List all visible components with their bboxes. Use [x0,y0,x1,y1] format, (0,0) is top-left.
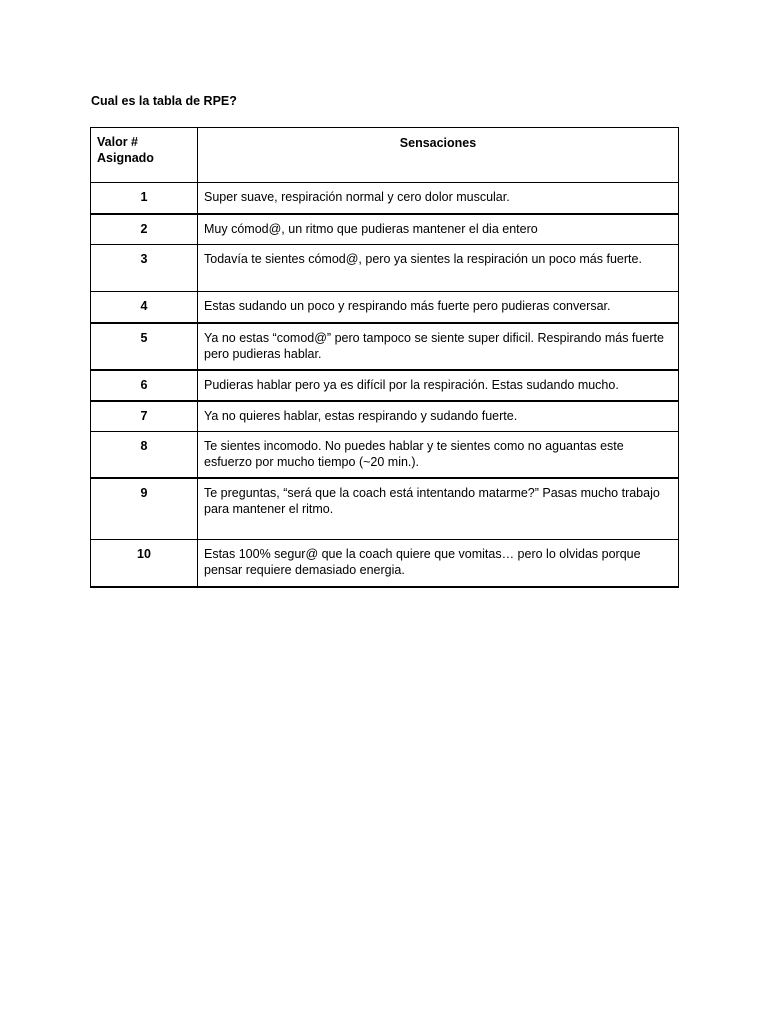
table-row [91,432,679,478]
rpe-value: 6 [91,370,198,401]
rpe-table [90,127,679,588]
rpe-sensation: Ya no quieres hablar, estas respirando y sudando fuerte. [198,401,679,432]
table-row [91,245,679,292]
rpe-value: 9 [91,478,198,540]
table-row [91,183,679,214]
rpe-sensation: Te sientes incomodo. No puedes hablar y te sientes como no aguantas este esfuerzo por mucho tiempo (~20 min.). [198,432,679,478]
rpe-sensation: Te preguntas, “será que la coach está intentando matarme?” Pasas mucho trabajo para mantener el ritmo. [198,478,679,540]
rpe-value: 8 [91,432,198,478]
header-sensations: Sensaciones [198,128,679,183]
rpe-value: 3 [91,245,198,292]
rpe-sensation: Pudieras hablar pero ya es difícil por la respiración. Estas sudando mucho. [198,370,679,401]
document-title: Cual es la tabla de RPE? [91,94,237,108]
table-row [91,292,679,323]
rpe-sensation: Estas sudando un poco y respirando más fuerte pero pudieras conversar. [198,292,679,323]
rpe-sensation: Todavía te sientes cómod@, pero ya sientes la respiración un poco más fuerte. [198,245,679,292]
table-row [91,323,679,370]
rpe-value: 1 [91,183,198,214]
header-value-line2: Asignado [97,151,154,165]
rpe-sensation: Super suave, respiración normal y cero dolor muscular. [198,183,679,214]
rpe-value: 2 [91,214,198,245]
table-row [91,401,679,432]
header-value-line1: Valor # [97,135,138,149]
rpe-value: 10 [91,540,198,587]
rpe-sensation: Estas 100% segur@ que la coach quiere que vomitas… pero lo olvidas porque pensar requiere demasiado energia. [198,540,679,587]
rpe-value: 7 [91,401,198,432]
rpe-sensation: Ya no estas “comod@” pero tampoco se siente super dificil. Respirando más fuerte pero pudieras hablar. [198,323,679,370]
header-value-assigned [91,128,198,183]
table-row [91,478,679,540]
rpe-value: 4 [91,292,198,323]
table-row [91,540,679,587]
rpe-value: 5 [91,323,198,370]
table-header-row [91,128,679,183]
table-row [91,214,679,245]
rpe-sensation: Muy cómod@, un ritmo que pudieras mantener el dia entero [198,214,679,245]
table-row [91,370,679,401]
